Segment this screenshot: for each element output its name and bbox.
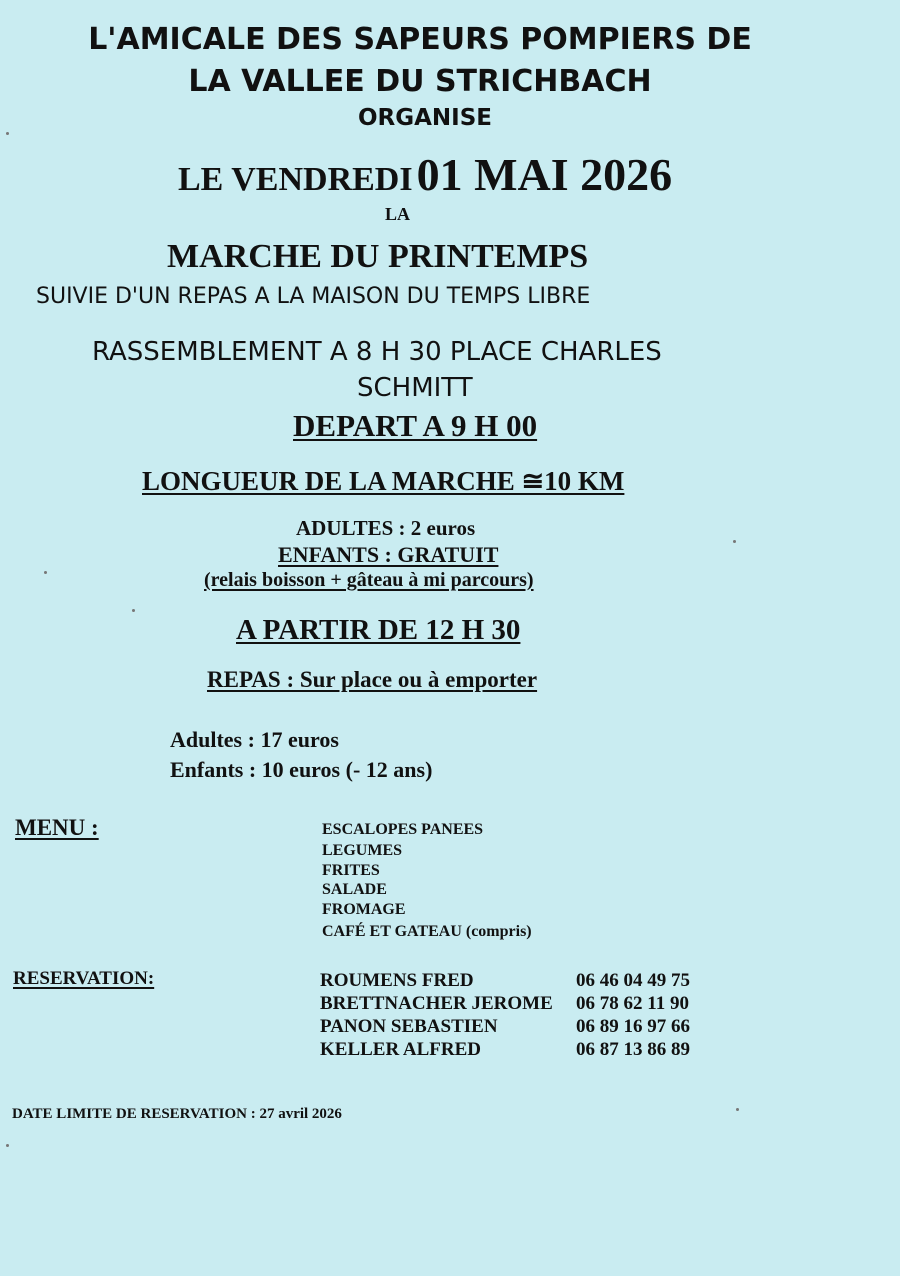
menu-item: FROMAGE xyxy=(322,901,406,918)
walk-children-price: ENFANTS : GRATUIT xyxy=(278,542,499,567)
event-date xyxy=(178,148,672,201)
scan-speck xyxy=(6,1144,9,1147)
organizer-line-1: L'AMICALE DES SAPEURS POMPIERS DE xyxy=(88,22,752,57)
contact-phone: 06 89 16 97 66 xyxy=(576,1016,690,1037)
menu-item: CAFÉ ET GATEAU (compris) xyxy=(322,923,532,940)
meal-start-time: A PARTIR DE 12 H 30 xyxy=(236,614,521,646)
menu-item: SALADE xyxy=(322,881,387,898)
meal-adults-price: Adultes : 17 euros xyxy=(170,727,339,752)
contact-phone: 06 87 13 86 89 xyxy=(576,1039,690,1060)
contact-name: BRETTNACHER JEROME xyxy=(320,993,553,1014)
scan-speck xyxy=(132,609,135,612)
meal-children-price: Enfants : 10 euros (- 12 ans) xyxy=(170,757,433,782)
scan-speck xyxy=(733,540,736,543)
date-prefix: LE VENDREDI xyxy=(178,161,413,198)
walk-adults-price: ADULTES : 2 euros xyxy=(296,516,476,540)
scan-speck xyxy=(736,1108,739,1111)
relay-note: (relais boisson + gâteau à mi parcours) xyxy=(204,569,534,591)
contact-name: ROUMENS FRED xyxy=(320,970,474,991)
reservation-label: RESERVATION: xyxy=(13,968,155,989)
contact-phone: 06 46 04 49 75 xyxy=(576,970,690,991)
scan-speck xyxy=(44,571,47,574)
menu-label: MENU : xyxy=(15,815,99,840)
article-la: LA xyxy=(385,204,411,224)
assembly-line-1: RASSEMBLEMENT A 8 H 30 PLACE CHARLES xyxy=(92,337,662,367)
menu-item: ESCALOPES PANEES xyxy=(322,821,484,838)
organise-label: ORGANISE xyxy=(357,105,493,131)
menu-item: FRITES xyxy=(322,862,380,879)
contact-name: PANON SEBASTIEN xyxy=(320,1016,498,1037)
organizer-line-2: LA VALLEE DU STRICHBACH xyxy=(188,64,652,99)
menu-item: LEGUMES xyxy=(322,842,403,859)
walk-length: LONGUEUR DE LA MARCHE ≅10 KM xyxy=(142,466,625,496)
event-title: MARCHE DU PRINTEMPS xyxy=(167,238,589,275)
contact-name: KELLER ALFRED xyxy=(320,1039,482,1060)
contact-phone: 06 78 62 11 90 xyxy=(576,993,689,1014)
reservation-deadline: DATE LIMITE DE RESERVATION : 27 avril 2026 xyxy=(12,1106,342,1122)
meal-repas: REPAS : Sur place ou à emporter xyxy=(207,667,538,692)
departure-time: DEPART A 9 H 00 xyxy=(293,408,538,443)
scan-speck xyxy=(6,132,9,135)
event-subtitle: SUIVIE D'UN REPAS A LA MAISON DU TEMPS LIBRE xyxy=(36,284,591,309)
date-value: 01 MAI 2026 xyxy=(416,149,673,200)
assembly-line-2: SCHMITT xyxy=(357,373,473,403)
